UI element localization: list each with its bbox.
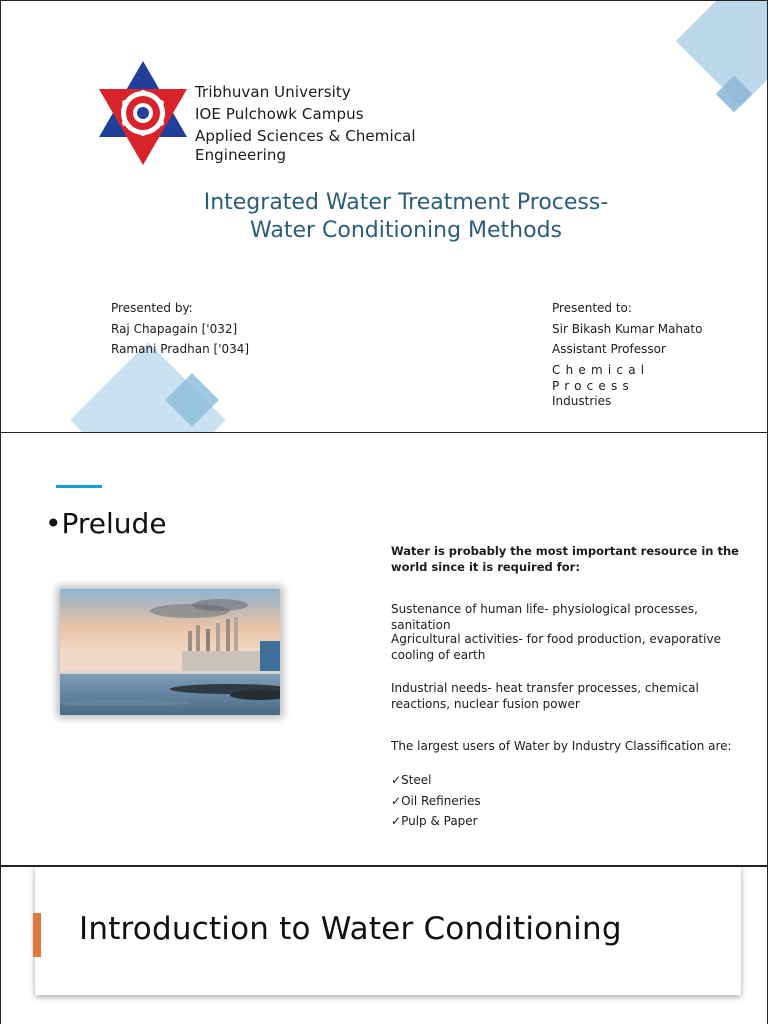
largest-users-intro: The largest users of Water by Industry Classification are: <box>391 739 732 753</box>
accent-line <box>56 485 102 488</box>
title-slide <box>0 0 768 433</box>
prelude-slide <box>0 433 768 867</box>
supervisor-name: Sir Bikash Kumar Mahato <box>552 321 703 336</box>
largest-users-list <box>391 770 741 832</box>
slide-title: Introduction to Water Conditioning <box>79 911 622 947</box>
check-icon: ✓ <box>391 814 402 828</box>
course-line1: Chemical Process <box>552 362 650 393</box>
institution-info <box>195 81 465 165</box>
university-name: Tribhuvan University <box>195 83 351 101</box>
check-icon: ✓ <box>391 773 402 787</box>
presented-to-heading: Presented to: <box>552 301 632 315</box>
slide-heading <box>45 507 167 540</box>
bullet-glyph: • <box>45 507 62 540</box>
use-item: Agricultural activities- for food production, evaporative cooling of earth <box>391 632 721 662</box>
use-item: Industrial needs- heat transfer processes, chemical reactions, nuclear fusion power <box>391 681 699 711</box>
list-item: ✓Pulp & Paper <box>391 814 478 828</box>
department-line2: Engineering <box>195 146 287 164</box>
department-line1: Applied Sciences & Chemical <box>195 127 416 145</box>
intro-text: Water is probably the most important resource in the world since it is required for: <box>391 544 739 574</box>
presenter-name: Ramani Pradhan ['034] <box>111 342 250 356</box>
presented-by <box>111 298 371 360</box>
orange-accent-bar <box>33 913 41 957</box>
presented-to <box>552 298 732 408</box>
presented-by-heading: Presented by: <box>111 301 193 315</box>
tribhuvan-university-logo-icon <box>97 59 189 167</box>
supervisor-designation: Assistant Professor <box>552 342 666 356</box>
list-item: ✓Oil Refineries <box>391 793 481 808</box>
use-item: Sustenance of human life- physiological processes, sanitation <box>391 602 698 632</box>
industrial-plant-by-sea-photo <box>60 589 280 715</box>
campus-name: IOE Pulchowk Campus <box>195 105 364 123</box>
title-line1: Integrated Water Treatment Process- <box>203 190 609 215</box>
introduction-slide <box>0 867 768 1024</box>
title-line2: Water Conditioning Methods <box>250 218 562 243</box>
presentation-title <box>141 189 671 245</box>
course-line2: Industries <box>552 393 612 408</box>
check-icon: ✓ <box>391 793 402 808</box>
list-item: ✓Steel <box>391 773 432 787</box>
presenter-name: Raj Chapagain ['032] <box>111 321 238 336</box>
prelude-heading: Prelude <box>61 507 167 540</box>
